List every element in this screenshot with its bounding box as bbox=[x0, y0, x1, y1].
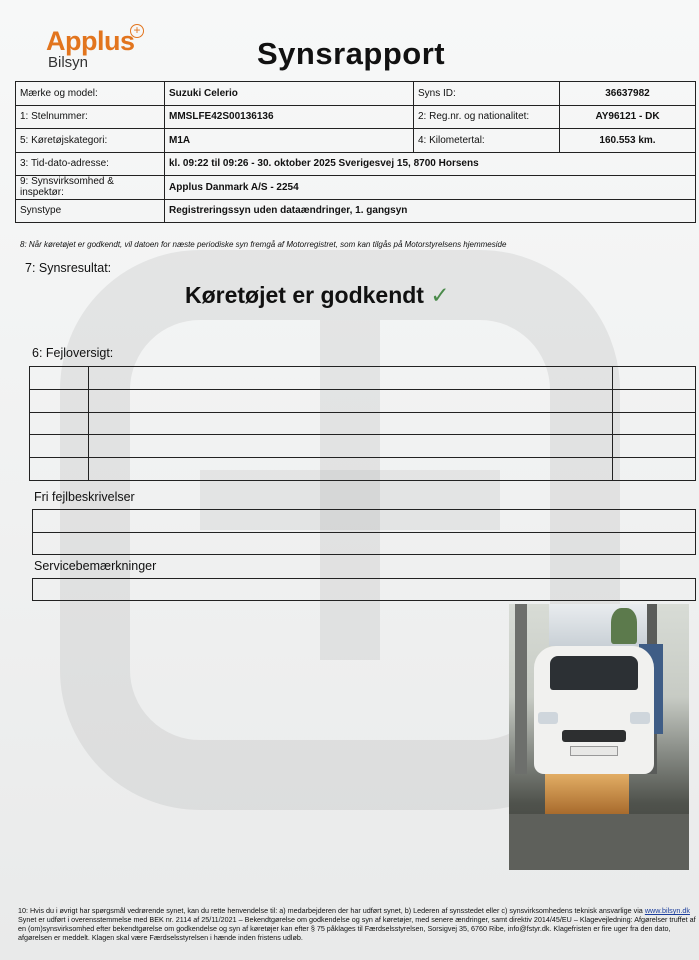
photo-car bbox=[534, 646, 654, 774]
category-value: M1A bbox=[165, 129, 414, 153]
car-headlight bbox=[630, 712, 650, 724]
table-row bbox=[30, 435, 696, 458]
photo-tree bbox=[611, 608, 637, 644]
syns-id-label: Syns ID: bbox=[414, 82, 560, 106]
result-text bbox=[185, 282, 450, 309]
page-title: Synsrapport bbox=[257, 36, 446, 71]
check-icon: ✓ bbox=[430, 282, 450, 308]
note-8: 8: Når køretøjet er godkendt, vil datoen for næste periodiske syn fremgå af Motorregistret, som kan tilgås på Motorstyrelsens hjemmeside bbox=[20, 240, 507, 249]
free-desc-box bbox=[32, 509, 696, 555]
vehicle-photo bbox=[509, 604, 689, 870]
free-desc-label: Fri fejlbeskrivelser bbox=[34, 490, 135, 504]
logo-sub: Bilsyn bbox=[48, 54, 89, 71]
company-value: Applus Danmark A/S - 2254 bbox=[165, 176, 696, 200]
reg-value: AY96121 - DK bbox=[560, 105, 696, 129]
photo-floor bbox=[509, 814, 689, 870]
bilsyn-link[interactable]: www.bilsyn.dk bbox=[644, 906, 690, 915]
datetime-value: kl. 09:22 til 09:26 - 30. oktober 2025 Sverigesvej 15, 8700 Horsens bbox=[165, 152, 696, 176]
result-label: 7: Synsresultat: bbox=[25, 261, 112, 275]
syns-id-value: 36637982 bbox=[560, 82, 696, 106]
car-windshield bbox=[550, 656, 638, 690]
applus-logo bbox=[46, 23, 141, 71]
footer-text bbox=[18, 906, 698, 942]
logo-plus-icon: + bbox=[130, 24, 144, 38]
photo-pit bbox=[545, 770, 629, 814]
faults-table bbox=[29, 366, 696, 481]
company-label: 9: Synsvirksomhed & inspektør: bbox=[16, 176, 165, 200]
result-value: Køretøjet er godkendt bbox=[185, 282, 424, 308]
km-value: 160.553 km. bbox=[560, 129, 696, 153]
table-row bbox=[30, 412, 696, 435]
table-row bbox=[30, 458, 696, 481]
faults-label: 6: Fejloversigt: bbox=[32, 346, 114, 360]
vehicle-info-table bbox=[15, 81, 696, 223]
footer-line-1: 10: Hvis du i øvrigt har spørgsmål vedrørende synet, kan du rette henvendelse til: a) medarbejderen der har udført synet, b) Lederen af synsstedet eller c) synsvirksomhedens teknisk ansvarlige via bbox=[18, 906, 643, 915]
photo-post bbox=[515, 604, 527, 774]
car-grille bbox=[562, 730, 626, 742]
service-box bbox=[32, 578, 696, 601]
reg-label: 2: Reg.nr. og nationalitet: bbox=[414, 105, 560, 129]
type-label: Synstype bbox=[16, 199, 165, 223]
car-plate bbox=[570, 746, 618, 756]
footer-line-2: Synet er udført i overensstemmelse med BEK nr. 2114 af 25/11/2021 – Bekendtgørelse om godkendelse og syn af køretøjer, med senere ændringer, samt direktiv 2014/45/EU – Klagevejledning: Afgørelser truffet af en (om)synsvirksomhed efter bekendtgørelse om godkendelse og syn af køretøjer kan efter § 75 påklages til Færdselsstyrelsen, Sorsigvej 35, 6760 Ribe, info@fstyr.dk. Klagefristen er fire uger fra den dato, afgørelsen er meddelt. Klagen skal være Færdselsstyrelsen i hænde inden fristens udløb. bbox=[18, 915, 696, 942]
km-label: 4: Kilometertal: bbox=[414, 129, 560, 153]
category-label: 5: Køretøjskategori: bbox=[16, 129, 165, 153]
table-row bbox=[30, 367, 696, 390]
service-label: Servicebemærkninger bbox=[34, 559, 157, 573]
make-model-label: Mærke og model: bbox=[16, 82, 165, 106]
make-model-value: Suzuki Celerio bbox=[165, 82, 414, 106]
table-row bbox=[30, 389, 696, 412]
vin-label: 1: Stelnummer: bbox=[16, 105, 165, 129]
type-value: Registreringssyn uden dataændringer, 1. gangsyn bbox=[165, 199, 696, 223]
box-divider bbox=[33, 532, 695, 533]
datetime-label: 3: Tid-dato-adresse: bbox=[16, 152, 165, 176]
vin-value: MMSLFE42S00136136 bbox=[165, 105, 414, 129]
car-headlight bbox=[538, 712, 558, 724]
logo-brand: Applus bbox=[46, 26, 135, 56]
